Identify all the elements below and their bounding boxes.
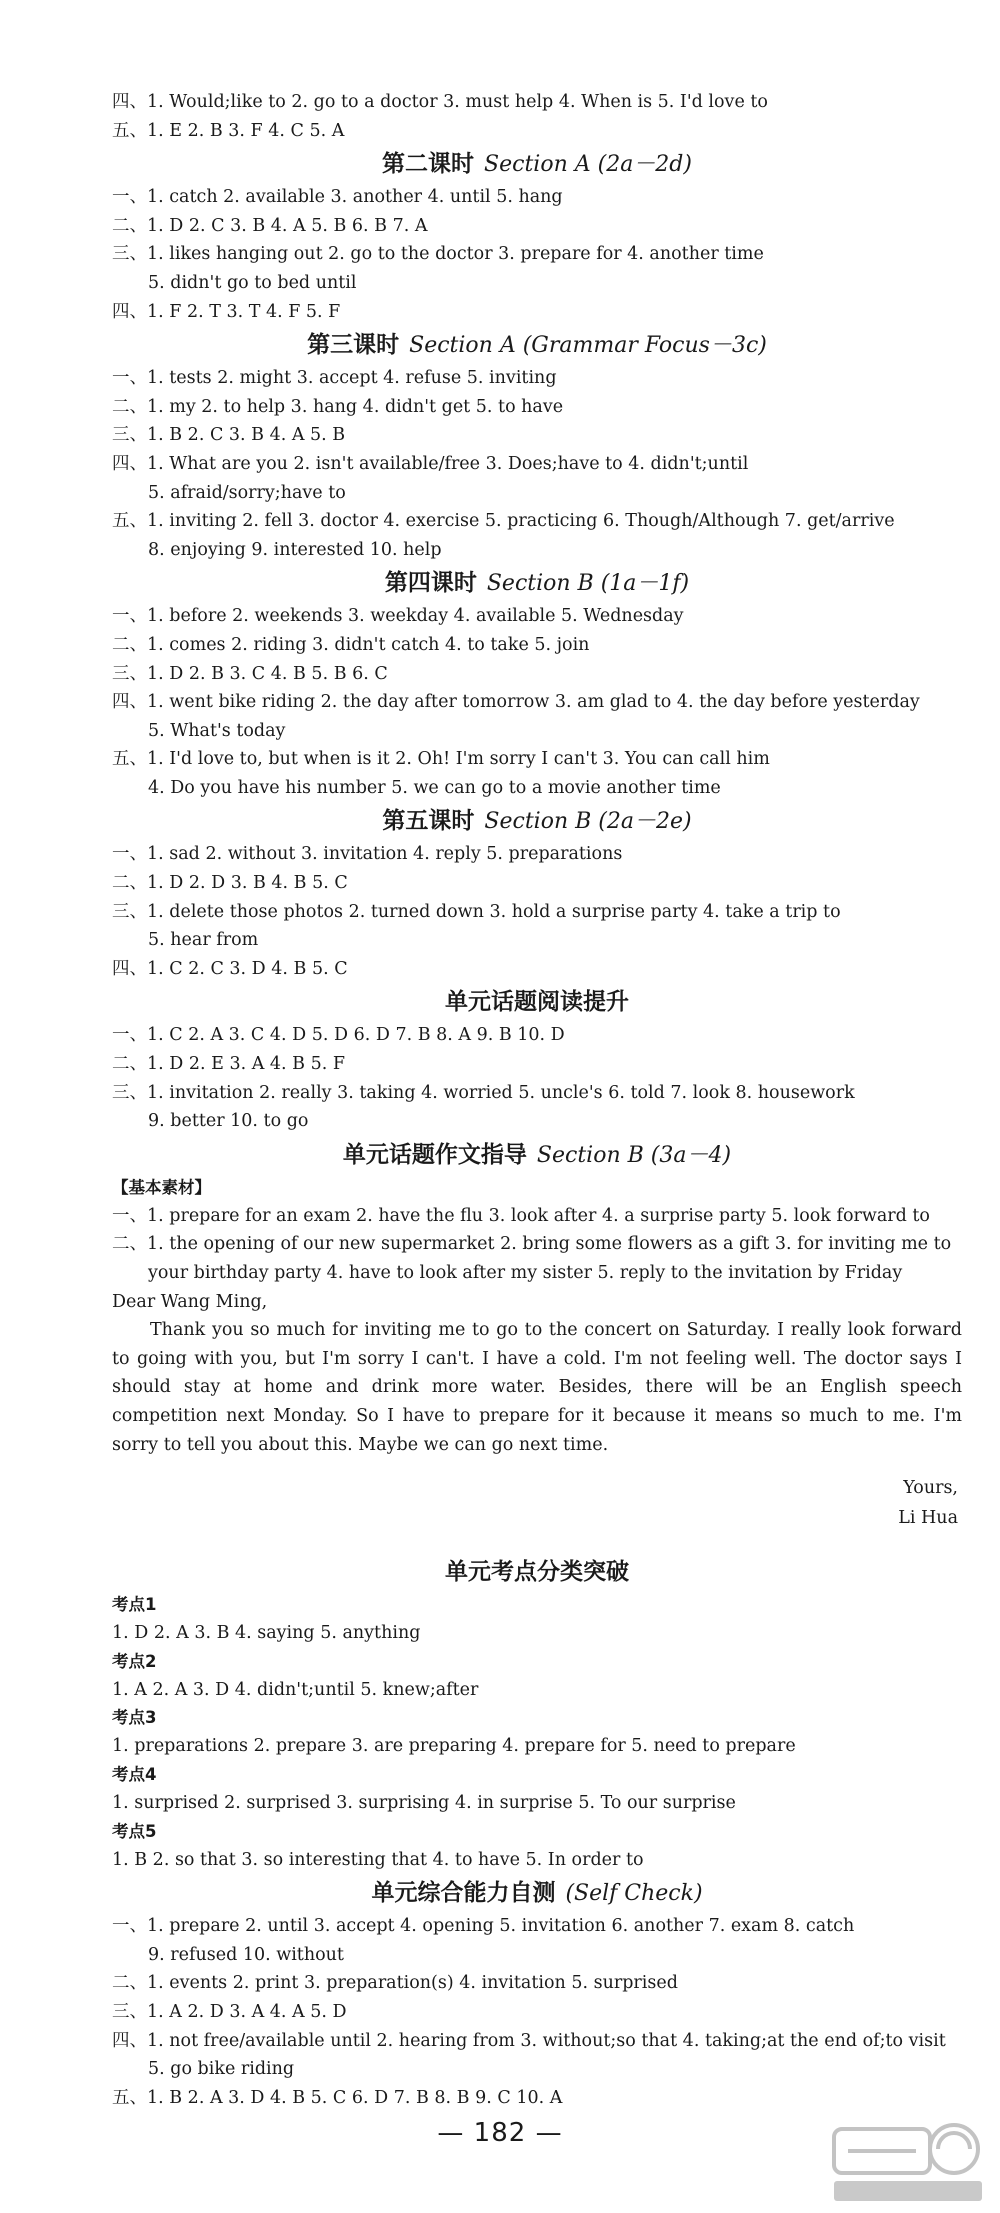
answer-line: 二、1. D 2. E 3. A 4. B 5. F: [112, 1054, 345, 1075]
heading-cn: 单元考点分类突破: [445, 1559, 629, 1586]
answer-line: 一、1. sad 2. without 3. invitation 4. reply 5. preparations: [112, 844, 623, 865]
answer-line: 三、1. likes hanging out 2. go to the doctor 3. prepare for 4. another time: [112, 244, 764, 265]
answer-line: 一、1. before 2. weekends 3. weekday 4. available 5. Wednesday: [112, 606, 684, 627]
heading-en: Section B (2a－2e): [484, 809, 692, 835]
answer-content: [112, 88, 962, 2112]
letter-body: Thank you so much for inviting me to go to the concert on Saturday. I really look forward to going with you, but I'm sorry I can't. I have a cold. I'm not feeling well. The doctor says I should stay at home and drink more water. Besides, there will be an English speech competition next Monday. So I have to prepare for it because it means so much to me. I'm sorry to tell you about this. Maybe we can go next time.: [112, 1320, 962, 1455]
answer-line: 8. enjoying 9. interested 10. help: [148, 539, 442, 560]
lesson-2-section: [112, 147, 962, 326]
keypoint-tag: 考点3: [112, 1708, 157, 1728]
answer-line: 5. What's today: [148, 720, 286, 741]
watermark-logo: [826, 2119, 986, 2207]
letter-salutation: Dear Wang Ming,: [112, 1291, 268, 1312]
answer-line: 一、1. tests 2. might 3. accept 4. refuse 5. inviting: [112, 368, 557, 389]
answer-line: 5. didn't go to bed until: [148, 272, 357, 293]
heading-cn: 第四课时: [384, 570, 477, 597]
answer-line: 9. better 10. to go: [148, 1111, 309, 1132]
answer-line: 五、1. inviting 2. fell 3. doctor 4. exercise 5. practicing 6. Though/Although 7. get/arrive: [112, 511, 895, 532]
answer-line: 4. Do you have his number 5. we can go to a movie another time: [148, 777, 721, 798]
answer-line: 二、1. events 2. print 3. preparation(s) 4. invitation 5. surprised: [112, 1973, 678, 1994]
heading-cn: 单元话题阅读提升: [445, 989, 629, 1016]
answer-line: 1. B 2. so that 3. so interesting that 4. to have 5. In order to: [112, 1849, 644, 1870]
section-heading: [112, 985, 962, 1019]
keypoint-tag: 考点4: [112, 1764, 157, 1784]
reading-section: [112, 985, 962, 1135]
letter-closing: Yours,: [903, 1478, 958, 1499]
answer-line: 二、1. comes 2. riding 3. didn't catch 4. to take 5. join: [112, 634, 590, 655]
page-number: — 182 —: [437, 2118, 563, 2148]
answer-line: 三、1. invitation 2. really 3. taking 4. worried 5. uncle's 6. told 7. look 8. housework: [112, 1082, 855, 1103]
heading-cn: 单元话题作文指导: [342, 1141, 527, 1168]
answer-line: 9. refused 10. without: [148, 1944, 344, 1965]
answer-line: 一、1. prepare 2. until 3. accept 4. opening 5. invitation 6. another 7. exam 8. catch: [112, 1916, 855, 1937]
keypoint-tag: 考点1: [112, 1595, 157, 1615]
material-tag: 【基本素材】: [112, 1177, 211, 1197]
keypoint-tag: 考点2: [112, 1651, 157, 1671]
heading-en: (Self Check): [565, 1881, 703, 1907]
section-heading: [112, 566, 962, 600]
answer-line: 三、1. delete those photos 2. turned down 3. hold a surprise party 4. take a trip to: [112, 901, 841, 922]
section-heading: [112, 328, 962, 362]
answer-line: 一、1. catch 2. available 3. another 4. until 5. hang: [112, 187, 563, 208]
writing-section: [112, 1138, 962, 1533]
answer-line: 五、1. I'd love to, but when is it 2. Oh! I'm sorry I can't 3. You can call him: [112, 749, 770, 770]
heading-cn: 第二课时: [382, 151, 475, 178]
heading-cn: 第五课时: [382, 808, 475, 835]
answer-line: 一、1. C 2. A 3. C 4. D 5. D 6. D 7. B 8. A 9. B 10. D: [112, 1025, 565, 1046]
answer-line: 5. hear from: [148, 930, 259, 951]
lesson-3-section: [112, 328, 962, 564]
lesson-4-section: [112, 566, 962, 802]
section-heading: [112, 1138, 962, 1172]
answer-line: 1. D 2. A 3. B 4. saying 5. anything: [112, 1623, 421, 1644]
answer-line: 一、1. prepare for an exam 2. have the flu 3. look after 4. a surprise party 5. look forward to: [112, 1205, 930, 1226]
answer-line: 二、1. my 2. to help 3. hang 4. didn't get 5. to have: [112, 396, 564, 417]
heading-en: Section B (1a－1f): [486, 571, 690, 597]
answer-line: 四、1. not free/available until 2. hearing from 3. without;so that 4. taking;at the end of;to visit: [112, 2030, 946, 2051]
section-heading: [112, 1555, 962, 1589]
answer-line: 五、1. B 2. A 3. D 4. B 5. C 6. D 7. B 8. B 9. C 10. A: [112, 2087, 563, 2108]
answer-line: 四、1. What are you 2. isn't available/free 3. Does;have to 4. didn't;until: [112, 453, 749, 474]
answer-line: 三、1. B 2. C 3. B 4. A 5. B: [112, 425, 346, 446]
section-heading: [112, 804, 962, 838]
top-block: [112, 88, 962, 145]
heading-cn: 第三课时: [307, 332, 400, 359]
answer-line: 1. preparations 2. prepare 3. are preparing 4. prepare for 5. need to prepare: [112, 1736, 796, 1757]
section-heading: [112, 147, 962, 181]
heading-en: Section A (Grammar Focus－3c): [409, 333, 767, 359]
answer-line: your birthday party 4. have to look after my sister 5. reply to the invitation by Friday: [148, 1263, 903, 1283]
answer-line: 三、1. D 2. B 3. C 4. B 5. B 6. C: [112, 663, 388, 684]
answer-line: 四、1. F 2. T 3. T 4. F 5. F: [112, 301, 341, 322]
keypoint-tag: 考点5: [112, 1821, 157, 1841]
section-heading: [112, 1876, 962, 1910]
answer-line: 二、1. D 2. D 3. B 4. B 5. C: [112, 873, 348, 894]
answer-line: 三、1. A 2. D 3. A 4. A 5. D: [112, 2001, 347, 2022]
answer-line: 1. A 2. A 3. D 4. didn't;until 5. knew;after: [112, 1679, 479, 1700]
selfcheck-section: [112, 1876, 962, 2112]
keypoints-section: [112, 1555, 962, 1874]
heading-en: Section A (2a－2d): [484, 152, 692, 178]
answer-line: 1. surprised 2. surprised 3. surprising 4. in surprise 5. To our surprise: [112, 1792, 736, 1813]
answer-line: 五、1. E 2. B 3. F 4. C 5. A: [112, 120, 345, 141]
heading-en: Section B (3a－4): [536, 1142, 732, 1168]
letter-signature: Li Hua: [898, 1508, 958, 1529]
answer-line: 四、1. Would;like to 2. go to a doctor 3. must help 4. When is 5. I'd love to: [112, 92, 768, 112]
answer-line: 四、1. went bike riding 2. the day after tomorrow 3. am glad to 4. the day before yesterday: [112, 692, 920, 713]
answer-line: 5. go bike riding: [148, 2059, 295, 2080]
lesson-5-section: [112, 804, 962, 983]
answer-line: 5. afraid/sorry;have to: [148, 482, 346, 503]
answer-line: 二、1. D 2. C 3. B 4. A 5. B 6. B 7. A: [112, 215, 428, 236]
heading-cn: 单元综合能力自测: [371, 1880, 556, 1907]
answer-line: 四、1. C 2. C 3. D 4. B 5. C: [112, 958, 348, 979]
answer-line: 二、1. the opening of our new supermarket 2. bring some flowers as a gift 3. for inviting me to: [112, 1234, 952, 1255]
